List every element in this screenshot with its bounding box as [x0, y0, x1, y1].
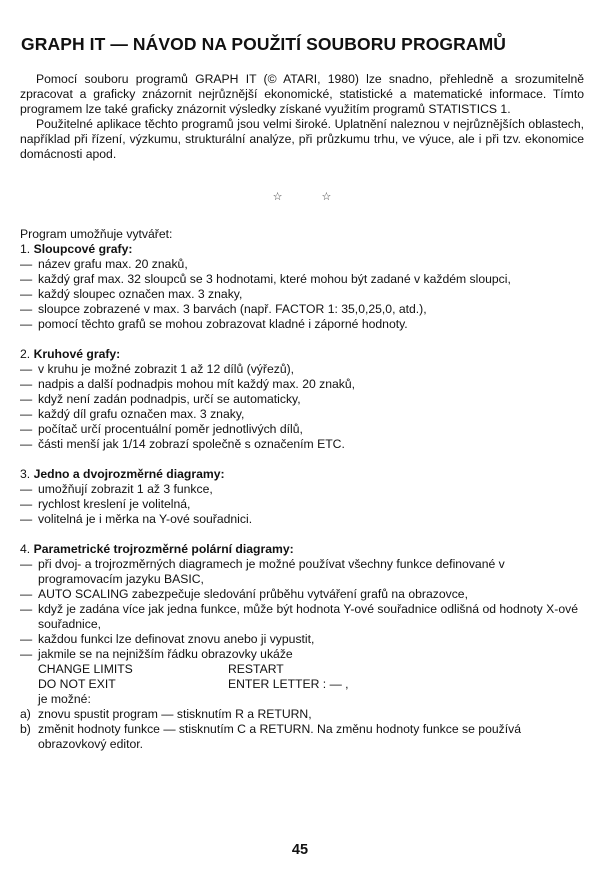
list-item: — každý graf max. 32 sloupců se 3 hodnotami, které mohou být zadané v každém sloupci, [20, 272, 584, 287]
list-item: — AUTO SCALING zabezpečuje sledování průběhu vytváření grafů na obrazovce, [20, 587, 584, 602]
feature-list [20, 482, 584, 527]
star-icon: ☆ [272, 191, 283, 203]
section-heading [20, 542, 584, 557]
list-item: — když není zadán podnadpis, určí se automaticky, [20, 392, 584, 407]
screen-option: RESTART [228, 662, 284, 676]
section-number: 3. [20, 467, 31, 481]
intro-paragraph-1: Pomocí souboru programů GRAPH IT (© ATARI, 1980) lze snadno, přehledně a srozumitelně zpracovat a graficky znázornit nejrůznější ekonomické, statistické a matematické informace. Tímto programem lze také graficky znázornit výsledky získané využitím programů STATISTICS 1. [20, 72, 584, 116]
list-item: — každou funkci lze definovat znovu anebo ji vypustit, [20, 632, 584, 647]
section-title: Sloupcové grafy: [33, 242, 133, 256]
possible-label: je možné: [38, 692, 91, 706]
list-item: — každý díl grafu označen max. 3 znaky, [20, 407, 584, 422]
section-title: Parametrické trojrozměrné polární diagramy: [33, 542, 294, 556]
option-text: znovu spustit program — stisknutím R a RETURN, [38, 707, 312, 721]
option-item [20, 707, 584, 722]
list-item: — volitelná je i měrka na Y-ové souřadnici. [20, 512, 584, 527]
program-intro: Program umožňuje vytvářet: [20, 227, 173, 241]
intro-paragraph-2: Použitelné aplikace těchto programů jsou velmi široké. Uplatnění naleznou v nejrůznějších oblastech, například při řízení, výzkumu, strukturální analýze, při průzkumu trhu, ve výuce, ale i při tzv. ekonomice domácnosti apod. [20, 117, 584, 161]
screen-option: DO NOT EXIT [38, 677, 116, 691]
list-item: — každý sloupec označen max. 3 znaky, [20, 287, 584, 302]
option-prefix: b) [20, 722, 31, 736]
option-prefix: a) [20, 707, 31, 721]
section-heading [20, 242, 584, 257]
feature-list [20, 362, 584, 452]
list-item: — název grafu max. 20 znaků, [20, 257, 584, 272]
section-heading [20, 347, 584, 362]
list-item: — v kruhu je možné zobrazit 1 až 12 dílů (výřezů), [20, 362, 584, 377]
feature-list [20, 257, 584, 332]
option-text: změnit hodnoty funkce — stisknutím C a RETURN. Na změnu hodnoty funkce se používá obrazovkový editor. [38, 722, 521, 751]
screen-option: ENTER LETTER : — , [228, 677, 349, 691]
section-title: Kruhové grafy: [33, 347, 121, 361]
screen-options-row [20, 677, 584, 692]
section-heading [20, 467, 584, 482]
option-item [20, 722, 584, 752]
screen-options-row [20, 662, 584, 677]
list-item: — části menší jak 1/14 zobrazí společně s označením ETC. [20, 437, 584, 452]
section-number: 1. [20, 242, 31, 256]
list-item: — jakmile se na nejnižším řádku obrazovky ukáže [20, 647, 584, 662]
page-number: 45 [291, 842, 309, 858]
list-item: — když je zadána více jak jedna funkce, může být hodnota Y-ové souřadnice odlišná od hodnoty X-ové souřadnice, [20, 602, 584, 632]
feature-list [20, 557, 584, 662]
star-icon: ☆ [321, 191, 332, 203]
section-number: 2. [20, 347, 31, 361]
section-divider [20, 190, 584, 205]
page-body [20, 72, 584, 752]
list-item: — nadpis a další podnadpis mohou mít každý max. 20 znaků, [20, 377, 584, 392]
list-item: — počítač určí procentuální poměr jednotlivých dílů, [20, 422, 584, 437]
list-item: — umožňují zobrazit 1 až 3 funkce, [20, 482, 584, 497]
list-item: — sloupce zobrazené v max. 3 barvách (např. FACTOR 1: 35,0,25,0, atd.), [20, 302, 584, 317]
list-item: — rychlost kreslení je volitelná, [20, 497, 584, 512]
section-title: Jedno a dvojrozměrné diagramy: [33, 467, 225, 481]
list-item: — při dvoj- a trojrozměrných diagramech je možné používat všechny funkce definované v programovacím jazyku BASIC, [20, 557, 584, 587]
list-item: — pomocí těchto grafů se mohou zobrazovat kladné i záporné hodnoty. [20, 317, 584, 332]
screen-option: CHANGE LIMITS [38, 662, 133, 676]
page-title: GRAPH IT — NÁVOD NA POUŽITÍ SOUBORU PROGRAMŮ [21, 34, 507, 54]
section-number: 4. [20, 542, 31, 556]
